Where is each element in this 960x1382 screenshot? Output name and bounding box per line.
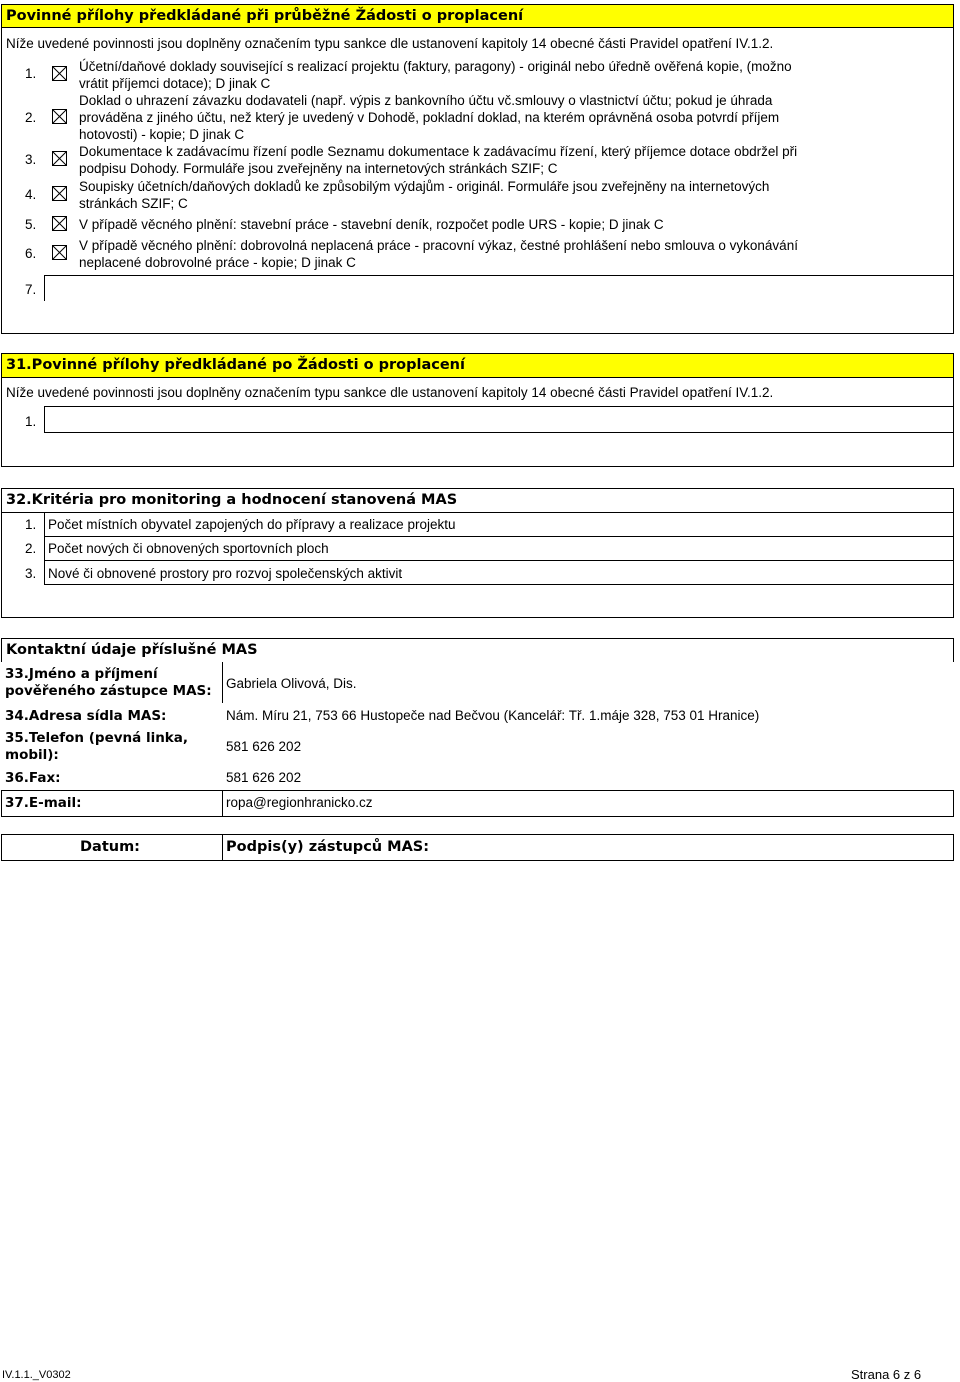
contact-title-text: Kontaktní údaje příslušné MAS: [6, 642, 258, 658]
item-text-line: V případě věcného plnění: dobrovolná neplacená práce - pracovní výkaz, čestné prohlášení nebo smlouva o vykonávání: [79, 238, 798, 253]
item-text-line: vrátit příjemci dotace); D jinak C: [79, 76, 271, 91]
phone-label: 35.Telefon (pevná linka,: [5, 730, 189, 746]
phone-label: mobil):: [5, 747, 59, 763]
item-text-line: Účetní/daňové doklady související s realizací projektu (faktury, paragony) - originál nebo úředně ověřená kopie, (možno: [79, 59, 792, 74]
criteria-number: 3.: [25, 566, 37, 581]
item-text-line: Soupisky účetních/daňových dokladů ke způsobilým výdajům - originál. Formuláře jsou zveřejněny na internetových: [79, 179, 770, 194]
criteria-number: 2.: [25, 541, 37, 556]
criteria-text: Nové či obnovené prostory pro rozvoj společenských aktivit: [48, 566, 403, 581]
section-32-title-text: 32.Kritéria pro monitoring a hodnocení stanovená MAS: [6, 492, 458, 508]
email-label: 37.E-mail:: [5, 795, 82, 811]
section-31-item-1-box[interactable]: [44, 406, 954, 433]
item-text-line: stránkách SZIF; C: [79, 196, 188, 211]
item-number: 3.: [25, 152, 37, 167]
contact-title: [1, 638, 954, 662]
section-31-note: Níže uvedené povinnosti jsou doplněny označením typu sankce dle ustanovení kapitoly 14 obecné části Pravidel opatření IV.1.2.: [6, 385, 774, 400]
item-text-line: Dokumentace k zadávacímu řízení podle Seznamu dokumentace k zadávacímu řízení, který příjemce dotace obdržel při: [79, 144, 798, 159]
checked-checkbox[interactable]: [52, 151, 67, 166]
checked-checkbox[interactable]: [52, 186, 67, 201]
name-label: pověřeného zástupce MAS:: [5, 683, 212, 699]
criteria-text: Počet místních obyvatel zapojených do přípravy a realizace projektu: [48, 517, 456, 532]
phone-value: 581 626 202: [226, 739, 302, 754]
item-number: 2.: [25, 110, 37, 125]
checked-checkbox[interactable]: [52, 216, 67, 231]
item-text-line: prováděna z jiného účtu, než který je uvedený v Dohodě, pokladní doklad, na kterém oprávněná osoba potvrdí příjem: [79, 110, 780, 125]
criteria-text: Počet nových či obnovených sportovních ploch: [48, 541, 329, 556]
item-text-line: Doklad o uhrazení závazku dodavateli (např. výpis z bankovního účtu vč.smlouvy o vlastnictví účtu; pokud je úhrada: [79, 93, 773, 108]
form-code: IV.1.1._V0302: [2, 1369, 71, 1381]
signature-label: Podpis(y) zástupců MAS:: [226, 839, 430, 855]
email-value: ropa@regionhranicko.cz: [226, 795, 373, 810]
criteria-number: 1.: [25, 517, 37, 532]
checked-checkbox[interactable]: [52, 66, 67, 81]
contact-row: [1, 764, 954, 791]
item-number: 5.: [25, 217, 37, 232]
item-text-line: neplacené dobrovolné práce - kopie; D jinak C: [79, 255, 356, 270]
name-label: 33.Jméno a příjmení: [5, 666, 158, 682]
item-text-line: hotovosti) - kopie; D jinak C: [79, 127, 245, 142]
address-label: 34.Adresa sídla MAS:: [5, 708, 167, 724]
fax-label: 36.Fax:: [5, 770, 61, 786]
name-value: Gabriela Olivová, Dis.: [226, 676, 357, 691]
checked-checkbox[interactable]: [52, 245, 67, 260]
item-number: 4.: [25, 187, 37, 202]
section-during-title: [1, 4, 954, 28]
signature-divider: [222, 834, 223, 861]
date-label: Datum:: [80, 839, 140, 855]
signature-row: [1, 834, 954, 861]
checked-checkbox[interactable]: [52, 109, 67, 124]
section-during-title-text: Povinné přílohy předkládané při průběžné Žádosti o proplacení: [6, 8, 524, 24]
section-31-title: [1, 353, 954, 377]
item-number: 1.: [25, 66, 37, 81]
item-number: 6.: [25, 246, 37, 261]
item-text-line: V případě věcného plnění: stavební práce - stavební deník, rozpočet podle URS - kopie; D jinak C: [79, 217, 664, 232]
fax-value: 581 626 202: [226, 770, 302, 785]
item-text-line: podpisu Dohody. Formuláře jsou zveřejněny na internetových stránkách SZIF; C: [79, 161, 558, 176]
item-7-text-box[interactable]: [44, 275, 954, 301]
address-value: Nám. Míru 21, 753 66 Hustopeče nad Bečvou (Kancelář: Tř. 1.máje 328, 753 01 Hranice): [226, 708, 760, 723]
page-number: Strana 6 z 6: [851, 1367, 922, 1382]
section-during-note: Níže uvedené povinnosti jsou doplněny označením typu sankce dle ustanovení kapitoly 14 obecné části Pravidel opatření IV.1.2.: [6, 36, 774, 51]
item-number: 1.: [25, 414, 37, 429]
section-32-title: [1, 488, 954, 512]
section-31-title-text: 31.Povinné přílohy předkládané po Žádosti o proplacení: [6, 357, 465, 373]
item-number: 7.: [25, 282, 37, 297]
